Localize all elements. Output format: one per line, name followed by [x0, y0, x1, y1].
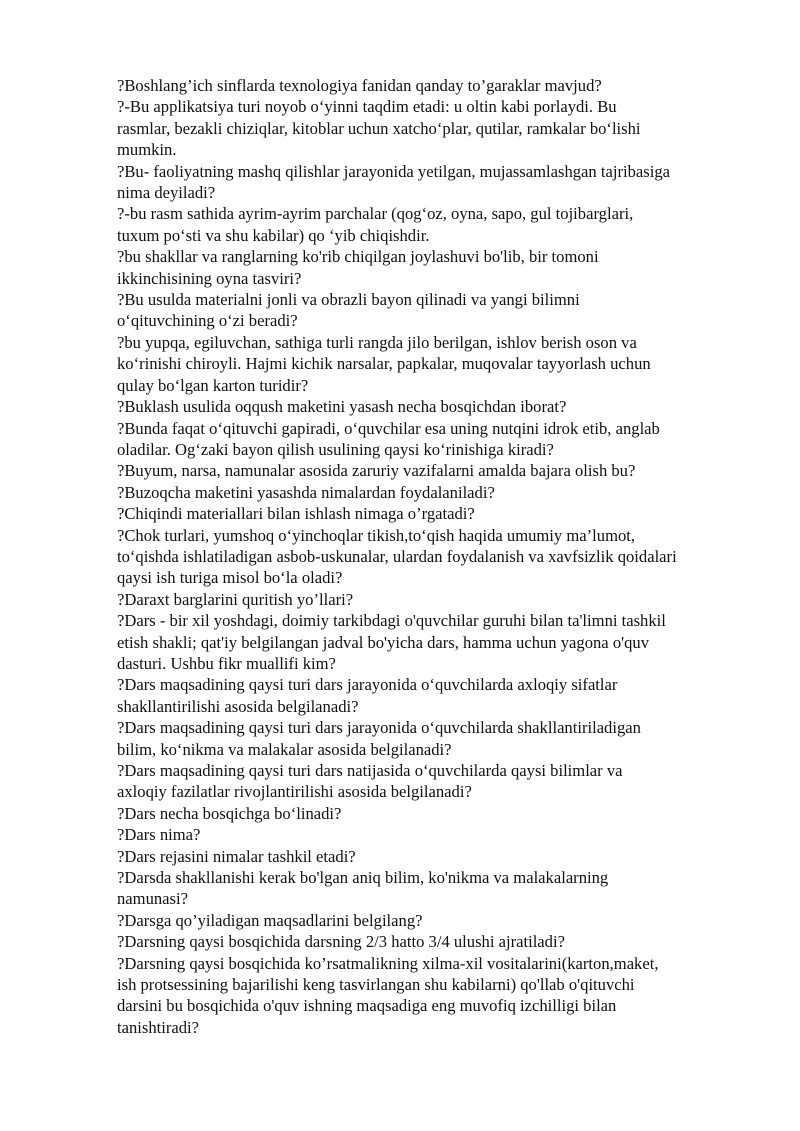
text-line: ?Darsning qaysi bosqichida ko’rsatmalikning xilma-xil vositalarini(karton,maket,	[117, 953, 659, 973]
text-line: tuxum po‘sti va shu kabilar) qo ‘yib chiqishdir.	[117, 225, 430, 245]
text-line: ?Bu- faoliyatning mashq qilishlar jarayonida yetilgan, mujassamlashgan tajribasiga	[117, 161, 670, 181]
text-line: qaysi ish turiga misol bo‘la oladi?	[117, 568, 343, 588]
text-line: nima deyiladi?	[117, 183, 216, 203]
text-line: ?bu yupqa, egiluvchan, sathiga turli rangda jilo berilgan, ishlov berish oson va	[117, 332, 637, 352]
text-line: dasturi. Ushbu fikr muallifi kim?	[117, 653, 336, 673]
text-line: ?Daraxt barglarini quritish yo’llari?	[117, 589, 354, 609]
text-line: ?Chiqindi materiallari bilan ishlash nimaga o’rgatadi?	[117, 504, 475, 524]
text-line: tanishtiradi?	[117, 1017, 200, 1037]
text-line: to‘qishda ishlatiladigan asbob-uskunalar, ulardan foydalanish va xavfsizlik qoidalari	[117, 546, 677, 566]
text-line: ?Dars nima?	[117, 825, 201, 845]
text-line: shakllantirilishi asosida belgilanadi?	[117, 696, 359, 716]
text-line: ?Dars maqsadining qaysi turi dars jarayonida o‘quvchilarda axloqiy sifatlar	[117, 675, 618, 695]
text-line: ?-bu rasm sathida ayrim-ayrim parchalar (qog‘oz, oyna, sapo, gul tojibarglari,	[117, 204, 634, 224]
text-line: etish shakli; qat'iy belgilangan jadval bo'yicha dars, hamma uchun yagona o'quv	[117, 632, 649, 652]
text-line: ?Darsning qaysi bosqichida darsning 2/3 hatto 3/4 ulushi ajratiladi?	[117, 932, 565, 952]
text-line: ?Dars necha bosqichga bo‘linadi?	[117, 803, 342, 823]
text-line: darsini bu bosqichida o'quv ishning maqsadiga eng muvofiq izchilligi bilan	[117, 996, 617, 1016]
text-line: ?Bunda faqat o‘qituvchi gapiradi, o‘quvchilar esa uning nutqini idrok etib, anglab	[117, 418, 660, 438]
text-line: ?Dars - bir xil yoshdagi, doimiy tarkibdagi o'quvchilar guruhi bilan ta'limni tashkil	[117, 611, 666, 631]
text-line: ?Buklash usulida oqqush maketini yasash necha bosqichdan iborat?	[117, 397, 567, 417]
text-line: ?Darsda shakllanishi kerak bo'lgan aniq bilim, ko'nikma va malakalarning	[117, 868, 609, 888]
text-line: ikkinchisining oyna tasviri?	[117, 268, 302, 288]
text-line: ?bu shakllar va ranglarning ko'rib chiqilgan joylashuvi bo'lib, bir tomoni	[117, 247, 599, 267]
text-line: ?Buyum, narsa, namunalar asosida zaruriy vazifalarni amalda bajara olish bu?	[117, 461, 636, 481]
text-line: ?Dars maqsadining qaysi turi dars jarayonida o‘quvchilarda shakllantiriladigan	[117, 718, 641, 738]
text-line: ?Darsga qo’yiladigan maqsadlarini belgilang?	[117, 910, 423, 930]
text-line: ?Chok turlari, yumshoq o‘yinchoqlar tikish,to‘qish haqida umumiy ma’lumot,	[117, 525, 636, 545]
text-line: ko‘rinishi chiroyli. Hajmi kichik narsalar, papkalar, muqovalar tayyorlash uchun	[117, 354, 651, 374]
text-line: ?Bu usulda materialni jonli va obrazli bayon qilinadi va yangi bilimni	[117, 290, 580, 310]
text-line: ?-Bu applikatsiya turi noyob o‘yinni taqdim etadi: u oltin kabi porlaydi. Bu	[117, 97, 617, 117]
text-line: oladilar. Og‘zaki bayon qilish usulining qaysi ko‘rinishiga kiradi?	[117, 439, 554, 459]
question-list	[117, 75, 743, 1038]
text-line: rasmlar, bezakli chiziqlar, kitoblar uchun xatcho‘plar, qutilar, ramkalar bo‘lishi	[117, 118, 641, 138]
text-line: axloqiy fazilatlar rivojlantirilishi asosida belgilanadi?	[117, 782, 472, 802]
text-line: ?Buzoqcha maketini yasashda nimalardan foydalaniladi?	[117, 482, 495, 502]
text-line: ?Dars maqsadining qaysi turi dars natijasida o‘quvchilarda qaysi bilimlar va	[117, 761, 623, 780]
text-line: ?Boshlang’ich sinflarda texnologiya fanidan qanday to’garaklar mavjud?	[117, 76, 602, 95]
text-line: namunasi?	[117, 889, 188, 909]
text-line: mumkin.	[117, 140, 177, 160]
text-line: o‘qituvchining o‘zi beradi?	[117, 311, 298, 331]
text-line: ish protsessining bajarilishi keng tasvirlangan shu kabilarni) qo'llab o'qituvchi	[117, 975, 635, 995]
text-line: qulay bo‘lgan karton turidir?	[117, 375, 309, 395]
text-line: ?Dars rejasini nimalar tashkil etadi?	[117, 846, 356, 866]
text-line: bilim, ko‘nikma va malakalar asosida belgilanadi?	[117, 739, 452, 759]
